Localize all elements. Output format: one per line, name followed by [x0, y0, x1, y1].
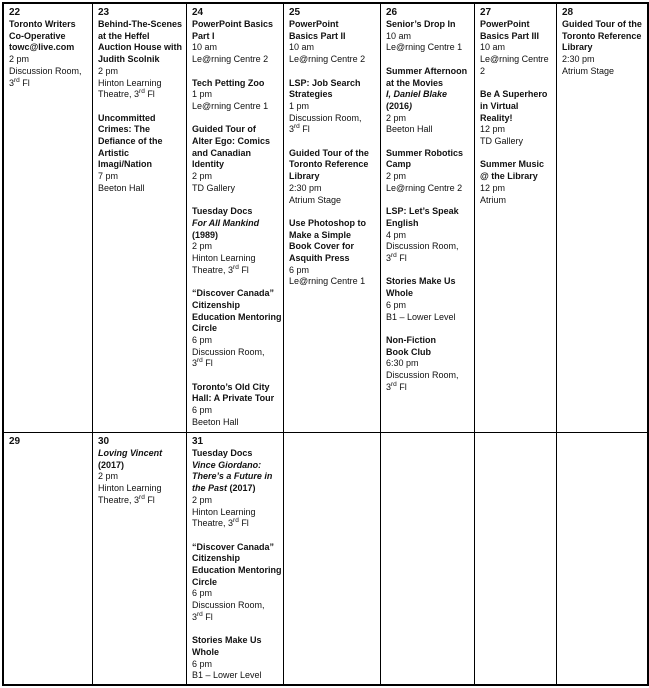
event-line: 7 pm: [98, 171, 119, 182]
calendar-event: [386, 19, 472, 54]
calendar-event: [192, 448, 281, 530]
event-line: PowerPoint: [289, 19, 339, 29]
event-line: Make a Simple: [289, 229, 352, 240]
event-line: Guided Tour of the: [562, 19, 642, 29]
day-number: 22: [9, 7, 21, 18]
calendar-event: [386, 66, 472, 136]
event-line: Stories Make Us: [192, 635, 262, 646]
event-line: Summer Robotics: [386, 147, 464, 158]
calendar-event: [386, 276, 472, 323]
event-line: Beeton Hall: [192, 416, 239, 427]
day-cell-26: [381, 4, 475, 433]
event-line: Auction House with: [98, 42, 182, 53]
event-line: 2 pm: [386, 171, 407, 182]
event-line: Toronto’s Old City: [192, 381, 270, 392]
calendar-event: [480, 19, 554, 78]
event-line: 2:30 pm: [289, 182, 322, 193]
event-line: Toronto Reference: [562, 30, 642, 41]
event-line: Citizenship: [192, 299, 241, 310]
day-cell-29: [4, 433, 93, 684]
calendar-event: [289, 218, 378, 288]
event-line: 6 pm: [192, 405, 213, 416]
event-line: Guided Tour of the: [289, 147, 369, 158]
event-line: PowerPoint: [480, 19, 530, 29]
calendar-event: [98, 113, 184, 195]
calendar-event: [192, 382, 281, 429]
event-line: 2 pm: [9, 54, 30, 65]
event-line: English: [386, 217, 419, 228]
event-line: Le@rning Centre 2: [386, 182, 463, 193]
day-cell-24: [187, 4, 284, 433]
event-line: Discussion Room,: [192, 600, 265, 611]
calendar-event: [386, 148, 472, 195]
event-line: Toronto Writers: [9, 19, 76, 29]
day-cell-empty: [284, 433, 381, 684]
event-line: towc@live.com: [9, 42, 75, 53]
event-line: Discussion Room,: [9, 65, 82, 76]
event-line: Non-Fiction: [386, 334, 436, 345]
event-line: (2017): [98, 459, 125, 470]
event-line: 6 pm: [386, 299, 407, 310]
event-line: (2016): [386, 100, 413, 111]
event-line: Le@rning Centre 2: [289, 54, 366, 65]
day-cell-23: [93, 4, 187, 433]
event-line: 3rd Fl: [386, 252, 407, 264]
event-line: Atrium: [480, 194, 507, 205]
event-line: 10 am: [289, 42, 315, 53]
event-line: There’s a Future in: [192, 471, 273, 482]
event-line: Toronto Reference: [289, 159, 369, 170]
event-line: 3rd Fl: [386, 380, 407, 392]
event-line: Uncommitted: [98, 112, 156, 123]
event-line: 3rd Fl: [192, 357, 213, 369]
event-line: 6 pm: [192, 588, 213, 599]
event-line: B1 – Lower Level: [386, 311, 456, 322]
event-line: Crimes: The: [98, 124, 151, 135]
day-number: 25: [289, 7, 301, 18]
event-line: Citizenship: [192, 553, 241, 564]
event-line: Summer Music: [480, 159, 545, 170]
event-line: Basics Part II: [289, 30, 346, 41]
calendar-event: [192, 206, 281, 276]
event-line: 1 pm: [289, 100, 310, 111]
calendar-event: [9, 19, 90, 89]
event-line: Book Cover for: [289, 241, 355, 252]
event-line: TD Gallery: [480, 136, 524, 147]
event-line: Beeton Hall: [98, 182, 145, 193]
calendar-event: [386, 335, 472, 394]
calendar-event: [289, 19, 378, 66]
event-line: Hall: A Private Tour: [192, 393, 275, 404]
event-line: Use Photoshop to: [289, 217, 366, 228]
event-line: 6:30 pm: [386, 358, 419, 369]
event-line: and Canadian: [192, 147, 252, 158]
event-line: 2 pm: [386, 112, 407, 123]
calendar-event: [386, 206, 472, 265]
event-line: 10 am: [386, 30, 412, 41]
event-line: Le@rning Centre 1: [192, 100, 269, 111]
event-line: 1 pm: [192, 89, 213, 100]
event-line: Hinton Learning: [98, 483, 162, 494]
day-cell-27: [475, 4, 557, 433]
event-line: Library: [289, 171, 320, 182]
event-line: “Discover Canada”: [192, 288, 275, 299]
day-cell-30: [93, 433, 187, 684]
event-line: B1 – Lower Level: [192, 670, 262, 681]
calendar-event: [98, 448, 184, 507]
calendar-event: [192, 542, 281, 624]
event-line: Vince Giordano:: [192, 459, 262, 470]
event-line: Stories Make Us: [386, 276, 456, 287]
event-line: TD Gallery: [192, 182, 236, 193]
event-line: Judith Scolnik: [98, 54, 160, 65]
event-line: Discussion Room,: [386, 241, 459, 252]
event-line: 2 pm: [192, 171, 213, 182]
calendar-event: [480, 89, 554, 148]
event-line: PowerPoint Basics: [192, 19, 274, 29]
calendar-grid: [2, 2, 649, 686]
event-line: 10 am: [480, 42, 506, 53]
day-cell-empty: [381, 433, 475, 684]
calendar-event: [562, 19, 645, 78]
calendar-event: [192, 635, 281, 682]
day-number: 23: [98, 7, 110, 18]
event-line: 2:30 pm: [562, 54, 595, 65]
event-line: Book Club: [386, 346, 431, 357]
event-line: Le@rning Centre 2: [192, 54, 269, 65]
event-line: Le@rning Centre 1: [386, 42, 463, 53]
calendar-event: [289, 78, 378, 137]
event-line: 3rd Fl: [289, 123, 310, 135]
day-cell-25: [284, 4, 381, 433]
event-line: Identity: [192, 159, 225, 170]
event-line: 6 pm: [289, 264, 310, 275]
event-line: Theatre, 3rd Fl: [98, 493, 155, 505]
event-line: 4 pm: [386, 229, 407, 240]
event-line: Part I: [192, 30, 215, 41]
day-number: 26: [386, 7, 398, 18]
day-number: 31: [192, 436, 204, 447]
event-line: 6 pm: [192, 334, 213, 345]
event-line: Co-Operative: [9, 30, 66, 41]
event-line: at the Movies: [386, 77, 444, 88]
event-line: Circle: [192, 576, 218, 587]
event-line: 2 pm: [98, 471, 119, 482]
event-line: @ the Library: [480, 171, 538, 182]
event-line: 3rd Fl: [192, 610, 213, 622]
event-line: Library: [562, 42, 593, 53]
event-line: Loving Vincent: [98, 448, 163, 458]
event-line: Beeton Hall: [386, 124, 433, 135]
event-line: Circle: [192, 323, 218, 334]
calendar-event: [192, 124, 281, 194]
day-number: 29: [9, 436, 21, 447]
event-line: Atrium Stage: [289, 194, 342, 205]
event-line: 6 pm: [192, 658, 213, 669]
event-line: Camp: [386, 159, 412, 170]
day-cell-empty: [557, 433, 647, 684]
event-line: Imagi/Nation: [98, 159, 153, 170]
event-line: “Discover Canada”: [192, 541, 275, 552]
event-line: Alter Ego: Comics: [192, 136, 271, 146]
event-line: 2 pm: [192, 241, 213, 252]
event-line: LSP: Job Search: [289, 77, 361, 88]
day-cell-22: [4, 4, 93, 433]
day-number: 24: [192, 7, 204, 18]
calendar-event: [289, 148, 378, 207]
event-line: Discussion Room,: [386, 370, 459, 381]
event-line: Behind-The-Scenes: [98, 19, 183, 29]
event-line: Senior’s Drop In: [386, 19, 456, 29]
event-line: 2: [480, 65, 486, 76]
event-line: Summer Afternoon: [386, 65, 468, 76]
event-line: Discussion Room,: [289, 112, 362, 123]
event-line: Atrium Stage: [562, 65, 615, 76]
event-line: in Virtual: [480, 100, 519, 111]
day-number: 27: [480, 7, 492, 18]
event-line: 12 pm: [480, 182, 506, 193]
event-line: I, Daniel Blake: [386, 89, 448, 100]
event-line: Defiance of the: [98, 136, 163, 147]
event-line: Le@rning Centre 1: [289, 276, 366, 287]
event-line: Guided Tour of: [192, 124, 256, 135]
event-line: 2 pm: [192, 494, 213, 505]
event-line: Tuesday Docs: [192, 448, 253, 458]
event-line: (1989): [192, 229, 219, 240]
day-number: 30: [98, 436, 110, 447]
event-line: Hinton Learning: [98, 77, 162, 88]
event-line: Le@rning Centre: [480, 54, 549, 65]
event-line: 10 am: [192, 42, 218, 53]
event-line: Theatre, 3rd Fl: [192, 517, 249, 529]
event-line: Basics Part III: [480, 30, 540, 41]
event-line: Theatre, 3rd Fl: [192, 263, 249, 275]
calendar-event: [480, 159, 554, 206]
event-line: 2 pm: [98, 65, 119, 76]
event-line: Tuesday Docs: [192, 206, 253, 217]
calendar-event: [192, 19, 281, 66]
day-cell-28: [557, 4, 647, 433]
event-line: Education Mentoring: [192, 565, 282, 576]
event-line: Strategies: [289, 89, 333, 100]
event-line: Asquith Press: [289, 253, 350, 264]
event-line: Education Mentoring: [192, 311, 282, 322]
day-number: 28: [562, 7, 574, 18]
event-line: Tech Petting Zoo: [192, 77, 265, 88]
event-line: 12 pm: [480, 124, 506, 135]
event-line: Artistic: [98, 147, 130, 158]
event-line: Theatre, 3rd Fl: [98, 88, 155, 100]
calendar-event: [192, 288, 281, 370]
calendar-event: [98, 19, 184, 101]
day-cell-empty: [475, 433, 557, 684]
event-line: Whole: [386, 288, 413, 299]
event-line: Reality!: [480, 112, 513, 123]
calendar-event: [192, 78, 281, 113]
event-line: at the Heffel: [98, 30, 150, 41]
event-line: Discussion Room,: [192, 346, 265, 357]
day-cell-31: [187, 433, 284, 684]
event-line: 3rd Fl: [9, 76, 30, 88]
event-line: Hinton Learning: [192, 506, 256, 517]
event-line: the Past (2017): [192, 483, 256, 494]
event-line: For All Mankind: [192, 217, 260, 228]
event-line: Whole: [192, 646, 219, 657]
event-line: LSP: Let’s Speak: [386, 206, 459, 217]
event-line: Hinton Learning: [192, 253, 256, 264]
event-line: Be A Superhero: [480, 89, 548, 100]
